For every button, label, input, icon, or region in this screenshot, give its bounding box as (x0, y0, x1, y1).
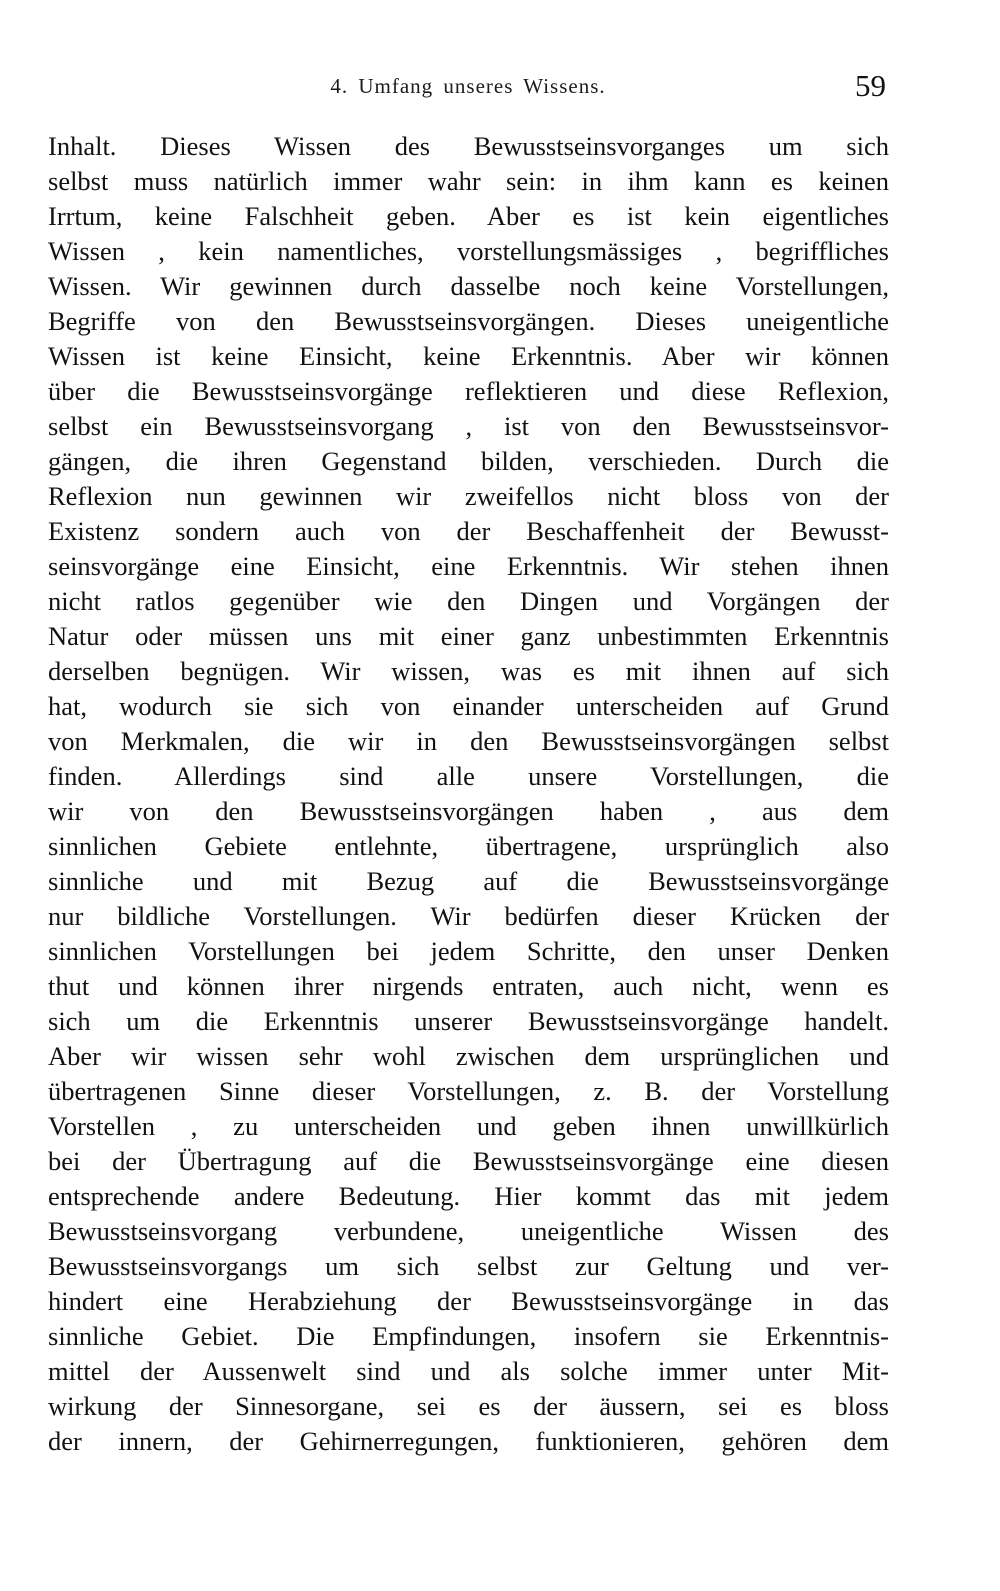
text-line: Natur oder müssen uns mit einer ganz unbestimmten Erkenntnis (48, 621, 889, 651)
text-line: Irrtum, keine Falschheit geben. Aber es ist kein eigentliches (48, 201, 889, 231)
text-line: Begriffe von den Bewusstseinsvorgängen. Dieses uneigentliche (48, 306, 889, 336)
text-line: hindert eine Herabziehung der Bewusstseinsvorgänge in das (48, 1286, 889, 1316)
text-line: entsprechende andere Bedeutung. Hier kommt das mit jedem (48, 1181, 889, 1211)
text-line: nur bildliche Vorstellungen. Wir bedürfen dieser Krücken der (48, 901, 889, 931)
text-line: mittel der Aussenwelt sind und als solche immer unter Mit- (48, 1356, 889, 1386)
text-line: Wissen ist keine Einsicht, keine Erkenntnis. Aber wir können (48, 341, 889, 371)
text-line: sich um die Erkenntnis unserer Bewusstseinsvorgänge handelt. (48, 1006, 889, 1036)
text-line: derselben begnügen. Wir wissen, was es mit ihnen auf sich (48, 656, 889, 686)
text-line: der innern, der Gehirnerregungen, funktionieren, gehören dem (48, 1426, 889, 1456)
text-line: seinsvorgänge eine Einsicht, eine Erkenntnis. Wir stehen ihnen (48, 551, 889, 581)
text-line: sinnlichen Gebiete entlehnte, übertragene, ursprünglich also (48, 831, 889, 861)
text-line: über die Bewusstseinsvorgänge reflektieren und diese Reflexion, (48, 376, 889, 406)
text-line: thut und können ihrer nirgends entraten, auch nicht, wenn es (48, 971, 889, 1001)
text-line: wirkung der Sinnesorgane, sei es der äussern, sei es bloss (48, 1391, 889, 1421)
text-line: finden. Allerdings sind alle unsere Vorstellungen, die (48, 761, 889, 791)
text-line: nicht ratlos gegenüber wie den Dingen und Vorgängen der (48, 586, 889, 616)
text-line: Existenz sondern auch von der Beschaffenheit der Bewusst- (48, 516, 889, 546)
text-line: sinnliche und mit Bezug auf die Bewusstseinsvorgänge (48, 866, 889, 896)
text-line: übertragenen Sinne dieser Vorstellungen, z. B. der Vorstellung (48, 1076, 889, 1106)
text-line: Bewusstseinsvorgangs um sich selbst zur Geltung und ver- (48, 1251, 889, 1281)
text-line: Reflexion nun gewinnen wir zweifellos nicht bloss von der (48, 481, 889, 511)
text-line: sinnliche Gebiet. Die Empfindungen, insofern sie Erkenntnis- (48, 1321, 889, 1351)
text-line: hat, wodurch sie sich von einander unterscheiden auf Grund (48, 691, 889, 721)
text-line: Vorstellen , zu unterscheiden und geben ihnen unwillkürlich (48, 1111, 889, 1141)
body-text (48, 129, 889, 1459)
text-line: selbst ein Bewusstseinsvorgang , ist von den Bewusstseinsvor- (48, 411, 889, 441)
text-line: bei der Übertragung auf die Bewusstseinsvorgänge eine diesen (48, 1146, 889, 1176)
text-line: Inhalt. Dieses Wissen des Bewusstseinsvorganges um sich (48, 131, 889, 161)
text-line: gängen, die ihren Gegenstand bilden, verschieden. Durch die (48, 446, 889, 476)
running-head (48, 68, 888, 108)
text-line: Bewusstseinsvorgang verbundene, uneigentliche Wissen des (48, 1216, 889, 1246)
text-line: sinnlichen Vorstellungen bei jedem Schritte, den unser Denken (48, 936, 889, 966)
chapter-header: 4. Umfang unseres Wissens. (330, 74, 606, 98)
page-number: 59 (855, 68, 886, 103)
text-line: Wissen , kein namentliches, vorstellungsmässiges , begriffliches (48, 236, 889, 266)
text-line: Wissen. Wir gewinnen durch dasselbe noch keine Vorstellungen, (48, 271, 889, 301)
text-line: von Merkmalen, die wir in den Bewusstseinsvorgängen selbst (48, 726, 889, 756)
text-line: wir von den Bewusstseinsvorgängen haben , aus dem (48, 796, 889, 826)
text-line: selbst muss natürlich immer wahr sein: in ihm kann es keinen (48, 166, 889, 196)
text-line: Aber wir wissen sehr wohl zwischen dem ursprünglichen und (48, 1041, 889, 1071)
